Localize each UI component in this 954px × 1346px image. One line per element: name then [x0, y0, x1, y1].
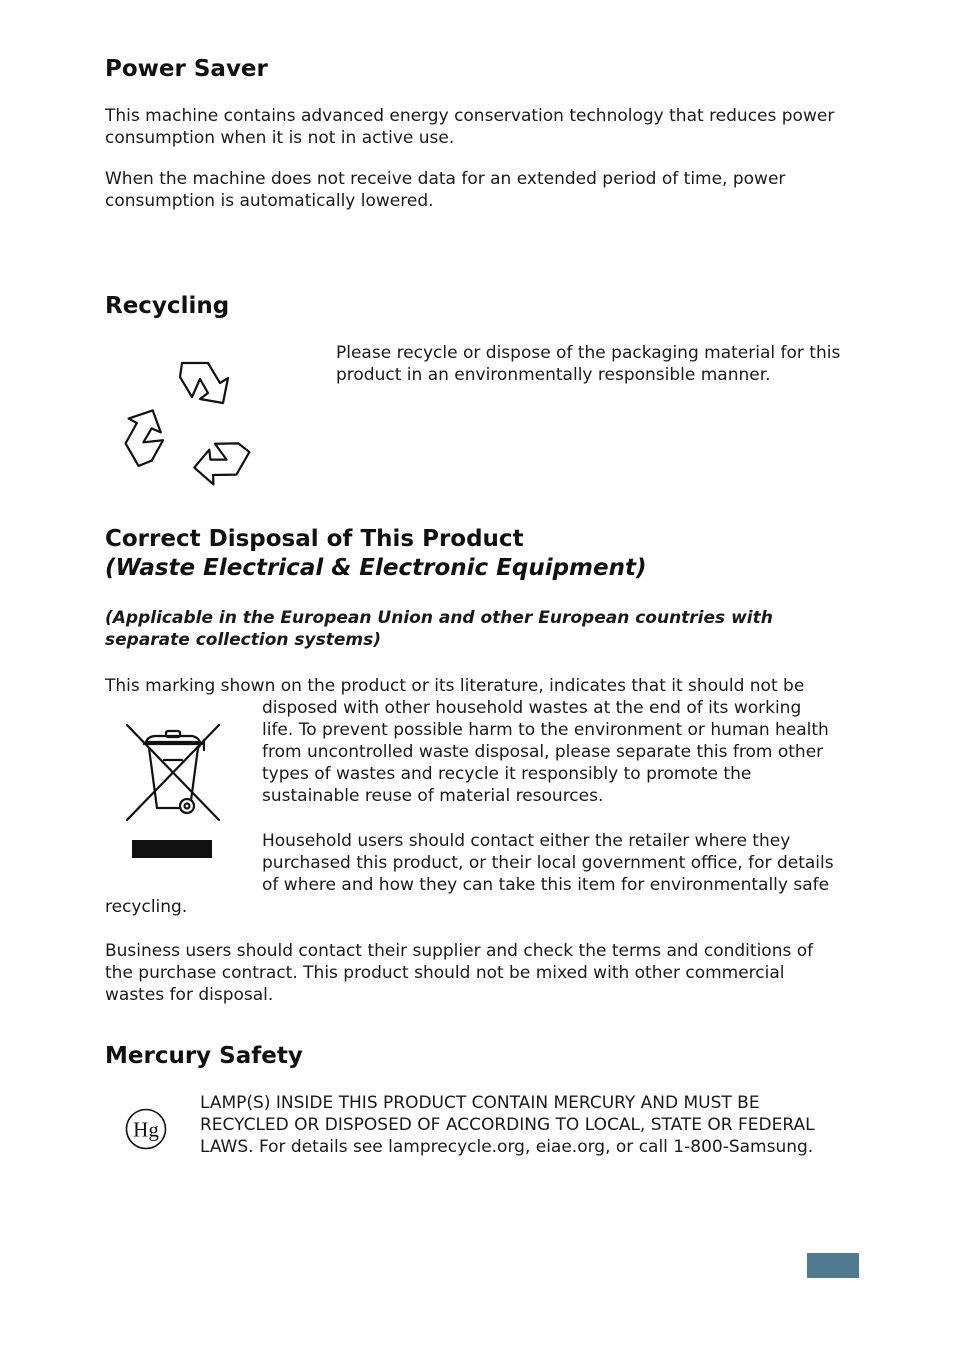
power-saver-heading: Power Saver	[105, 56, 268, 82]
recycle-icon	[120, 355, 260, 490]
text-line: (Applicable in the European Union and other European countries with	[105, 608, 773, 628]
text-line: When the machine does not receive data for an extended period of time, power	[105, 169, 786, 189]
disposal-subheading: (Waste Electrical & Electronic Equipment)	[105, 555, 647, 581]
text-line: Please recycle or dispose of the packaging material for this	[336, 343, 841, 363]
power-saver-para-2	[105, 168, 785, 212]
power-saver-para-1	[105, 105, 834, 149]
disposal-para-1-rest	[262, 697, 829, 807]
text-line: This machine contains advanced energy conservation technology that reduces power	[105, 106, 835, 126]
recycling-heading: Recycling	[105, 293, 230, 319]
mercury-hg-icon	[125, 1108, 167, 1150]
crossed-out-wheelie-bin-icon	[122, 720, 222, 860]
text-line: consumption is automatically lowered.	[105, 191, 434, 211]
text-line: product in an environmentally responsible manner.	[336, 365, 771, 385]
text-line: life. To prevent possible harm to the environment or human health	[262, 720, 829, 740]
text-line: consumption when it is not in active use.	[105, 128, 455, 148]
text-line: the purchase contract. This product should not be mixed with other commercial	[105, 963, 785, 983]
mercury-heading: Mercury Safety	[105, 1043, 303, 1069]
disposal-para-3	[105, 940, 813, 1006]
recycling-text	[336, 342, 840, 386]
page-tab	[807, 1253, 859, 1278]
text-line: sustainable reuse of material resources.	[262, 786, 604, 806]
text-line: LAWS. For details see lamprecycle.org, eiae.org, or call 1-800-Samsung.	[200, 1137, 814, 1157]
mercury-icon-label: Hg	[133, 1117, 159, 1142]
disposal-heading: Correct Disposal of This Product	[105, 526, 524, 552]
text-line: purchased this product, or their local government office, for details	[262, 853, 834, 873]
text-line: Household users should contact either the retailer where they	[262, 831, 791, 851]
text-line: wastes for disposal.	[105, 985, 274, 1005]
text-line: of where and how they can take this item for environmentally safe	[262, 875, 830, 895]
disposal-para-1-line-1: This marking shown on the product or its literature, indicates that it should not be	[105, 676, 805, 696]
mercury-text	[200, 1092, 815, 1158]
text-line: separate collection systems)	[105, 630, 381, 650]
disposal-para-2	[262, 830, 834, 896]
text-line: disposed with other household wastes at the end of its working	[262, 698, 802, 718]
text-line: Business users should contact their supplier and check the terms and conditions of	[105, 941, 814, 961]
disposal-para-2-last-line: recycling.	[105, 897, 188, 917]
text-line: RECYCLED OR DISPOSED OF ACCORDING TO LOCAL, STATE OR FEDERAL	[200, 1115, 815, 1135]
text-line: LAMP(S) INSIDE THIS PRODUCT CONTAIN MERCURY AND MUST BE	[200, 1093, 760, 1113]
text-line: from uncontrolled waste disposal, please separate this from other	[262, 742, 824, 762]
text-line: types of wastes and recycle it responsibly to promote the	[262, 764, 752, 784]
applicable-note	[105, 607, 773, 651]
